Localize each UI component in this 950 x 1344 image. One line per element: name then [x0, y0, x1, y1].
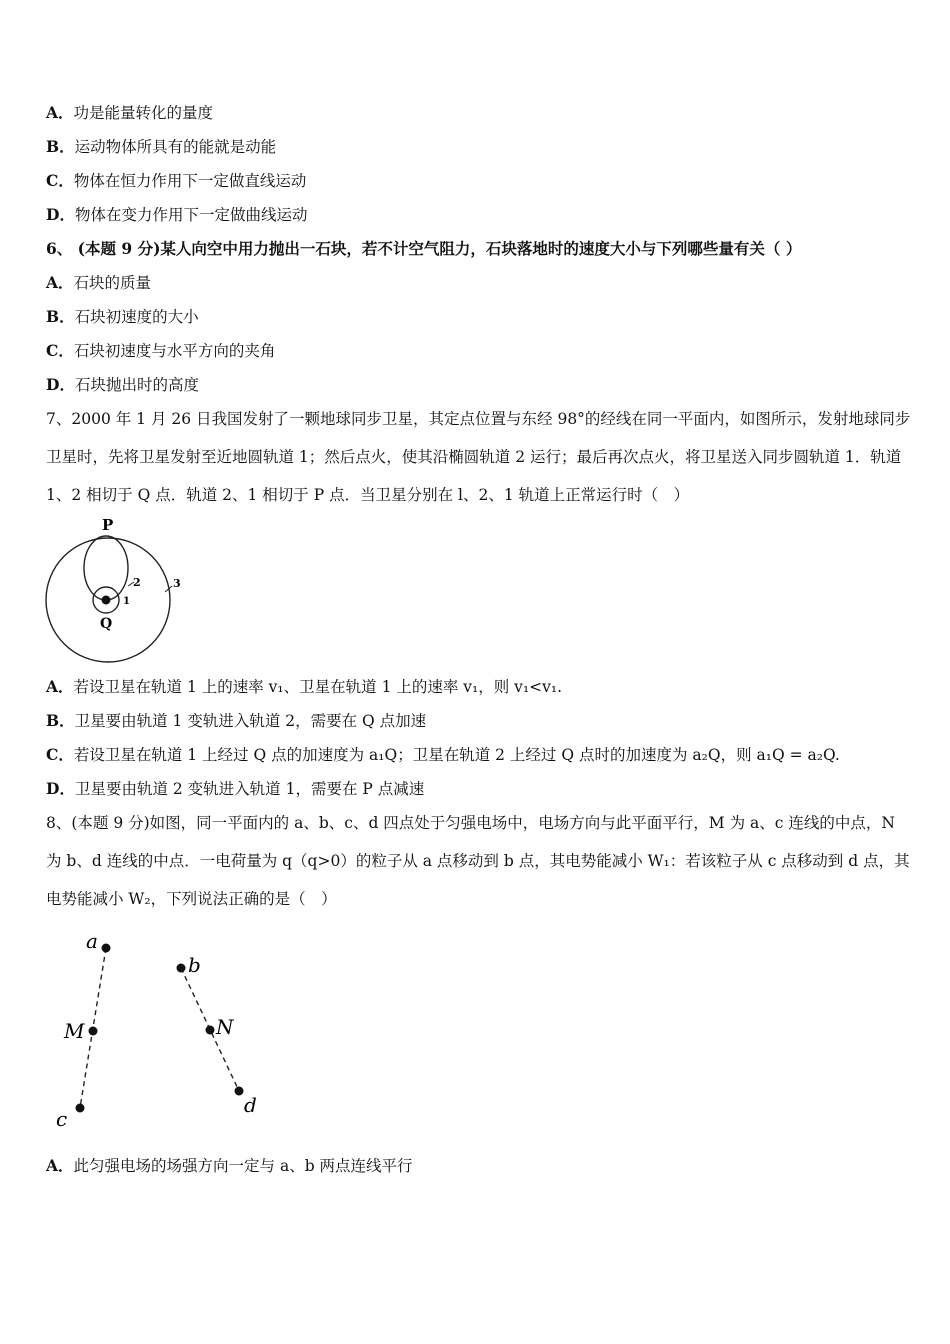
- point-a: [102, 944, 111, 953]
- option-label: B．: [46, 307, 75, 326]
- q6-option-b: [46, 307, 199, 327]
- q5-option-b: [46, 137, 276, 157]
- q7-option-b: [46, 711, 426, 731]
- option-label: A．: [46, 273, 74, 292]
- q7-option-a: [46, 677, 562, 697]
- option-text: 若设卫星在轨道 1 上经过 Q 点的加速度为 a₁Q；卫星在轨道 2 上经过 Q 点时的加速度为 a₂Q，则 a₁Q = a₂Q.: [73, 746, 840, 764]
- option-label: A．: [46, 103, 74, 122]
- option-text: 石块初速度的大小: [74, 308, 199, 326]
- q6-stem: 6、 (本题 9 分)某人向空中用力抛出一石块，若不计空气阻力，石块落地时的速度大小与下列哪些量有关（ ）: [46, 239, 802, 258]
- label-q: Q: [100, 616, 113, 632]
- option-label: B．: [46, 137, 75, 156]
- option-text: 运动物体所具有的能就是动能: [74, 138, 277, 156]
- label-n: N: [216, 1015, 234, 1039]
- option-text: 石块初速度与水平方向的夹角: [73, 342, 276, 360]
- option-label: C．: [46, 745, 74, 764]
- label-3: 3: [173, 577, 181, 590]
- option-label: A．: [46, 677, 74, 696]
- point-d: [235, 1087, 244, 1096]
- q5-option-c: [46, 171, 306, 191]
- point-b: [177, 964, 186, 973]
- q7-option-d: [46, 779, 424, 799]
- option-text: 石块的质量: [73, 274, 152, 292]
- option-label: A．: [46, 1156, 74, 1175]
- orbit-diagram: [40, 512, 190, 667]
- label-p: P: [102, 516, 114, 534]
- option-text: 石块抛出时的高度: [74, 376, 199, 394]
- field-points-diagram: [44, 924, 284, 1134]
- point-c: [76, 1104, 85, 1113]
- orbit-2-ellipse: [84, 536, 128, 600]
- q6-option-a: [46, 273, 151, 293]
- label-b: b: [188, 953, 201, 977]
- q7-option-c: [46, 745, 840, 765]
- label-c: c: [56, 1107, 68, 1131]
- label-1: 1: [123, 596, 130, 607]
- option-text: 卫星要由轨道 1 变轨进入轨道 2，需要在 Q 点加速: [74, 712, 427, 730]
- label-a: a: [86, 929, 98, 953]
- option-label: C．: [46, 341, 74, 360]
- option-text: 物体在变力作用下一定做曲线运动: [74, 206, 308, 224]
- option-text: 卫星要由轨道 2 变轨进入轨道 1，需要在 P 点减速: [74, 780, 425, 798]
- option-label: D．: [46, 205, 75, 224]
- option-text: 功是能量转化的量度: [73, 104, 214, 122]
- q7-stem: 7、2000 年 1 月 26 日我国发射了一颗地球同步卫星，其定点位置与东经 98°的经线在同一平面内，如图所示，发射地球同步卫星时，先将卫星发射至近地圆轨道 1；然后点火，使其沿椭圆轨道 2 运行；最后再次点火，将卫星送入同步圆轨道 1．轨道 1、2 相切于 Q 点．轨道 2、1 相切于 P 点．当卫星分别在 l、2、1 轨道上正常运行时（ ）: [46, 410, 911, 504]
- q6-option-c: [46, 341, 275, 361]
- option-label: D．: [46, 375, 75, 394]
- q8-stem: 8、(本题 9 分)如图，同一平面内的 a、b、c、d 四点处于匀强电场中，电场方向与此平面平行，M 为 a、c 连线的中点，N 为 b、d 连线的中点．一电荷量为 q（q>0）的粒子从 a 点移动到 b 点，其电势能减小 W₁：若该粒子从 c 点移动到 d 点，其电势能减小 W₂，下列说法正确的是（ ）: [46, 814, 910, 908]
- q8-option-a: [46, 1156, 413, 1176]
- option-text: 此匀强电场的场强方向一定与 a、b 两点连线平行: [73, 1157, 413, 1175]
- earth-dot: [102, 596, 111, 605]
- label-2: 2: [133, 576, 141, 589]
- option-text: 物体在恒力作用下一定做直线运动: [73, 172, 307, 190]
- option-text: 若设卫星在轨道 1 上的速率 v₁、卫星在轨道 1 上的速率 v₁，则 v₁<v₁.: [73, 678, 563, 696]
- option-label: D．: [46, 779, 75, 798]
- point-m: [89, 1027, 98, 1036]
- option-label: C．: [46, 171, 74, 190]
- q6-option-d: [46, 375, 199, 395]
- label-m: M: [64, 1019, 85, 1043]
- q5-option-d: [46, 205, 307, 225]
- point-n: [206, 1026, 215, 1035]
- label-d: d: [244, 1093, 257, 1117]
- q5-option-a: [46, 103, 213, 123]
- option-label: B．: [46, 711, 75, 730]
